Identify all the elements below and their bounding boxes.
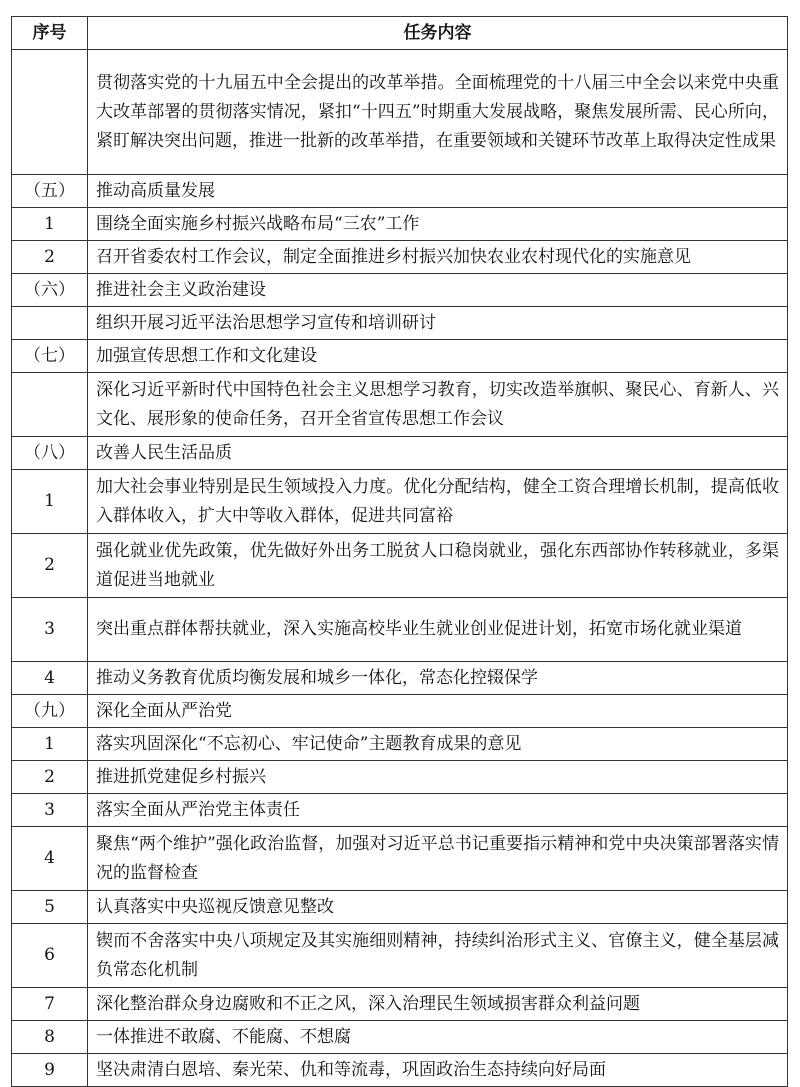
section-row: [12, 175, 788, 208]
table-row: [12, 534, 788, 598]
section-row: [12, 437, 788, 470]
row-seq: 2: [12, 241, 88, 274]
table-row: [12, 1021, 788, 1054]
row-seq: 4: [12, 827, 88, 891]
row-content: 坚决肃清白恩培、秦光荣、仇和等流毒，巩固政治生态持续向好局面: [88, 1054, 788, 1087]
table-header-row: [12, 17, 788, 50]
row-seq: （七）: [12, 340, 88, 373]
row-seq: （九）: [12, 695, 88, 728]
row-content: 锲而不舍落实中央八项规定及其实施细则精神，持续纠治形式主义、官僚主义，健全基层减负常态化机制: [88, 924, 788, 988]
row-content: 落实巩固深化“不忘初心、牢记使命”主题教育成果的意见: [88, 728, 788, 761]
table-row: [12, 924, 788, 988]
row-content: 加大社会事业特别是民生领域投入力度。优化分配结构，健全工资合理增长机制，提高低收入群体收入，扩大中等收入群体，促进共同富裕: [88, 470, 788, 534]
table-row: [12, 761, 788, 794]
row-content: 组织开展习近平法治思想学习宣传和培训研讨: [88, 307, 788, 340]
row-seq: 2: [12, 761, 88, 794]
row-content: 认真落实中央巡视反馈意见整改: [88, 891, 788, 924]
row-seq: [12, 373, 88, 437]
row-content: 推进社会主义政治建设: [88, 274, 788, 307]
row-seq: 5: [12, 891, 88, 924]
row-seq: [12, 307, 88, 340]
header-content: 任务内容: [88, 17, 788, 50]
row-seq: 1: [12, 208, 88, 241]
row-content: 推动义务教育优质均衡发展和城乡一体化，常态化控辍保学: [88, 662, 788, 695]
table-row: [12, 662, 788, 695]
table-row: [12, 598, 788, 662]
row-seq: 8: [12, 1021, 88, 1054]
row-content: 一体推进不敢腐、不能腐、不想腐: [88, 1021, 788, 1054]
row-content: 贯彻落实党的十九届五中全会提出的改革举措。全面梳理党的十八届三中全会以来党中央重大改革部署的贯彻落实情况，紧扣“十四五”时期重大发展战略，聚焦发展所需、民心所向，紧盯解决突出问题，推进一批新的改革举措，在重要领域和关键环节改革上取得决定性成果: [88, 50, 788, 175]
row-seq: [12, 50, 88, 175]
section-row: [12, 340, 788, 373]
header-seq: 序号: [12, 17, 88, 50]
row-seq: 3: [12, 794, 88, 827]
table-row: [12, 241, 788, 274]
row-seq: 7: [12, 988, 88, 1021]
table-row: [12, 470, 788, 534]
row-content: 深化全面从严治党: [88, 695, 788, 728]
row-seq: 1: [12, 470, 88, 534]
table-row: [12, 891, 788, 924]
row-seq: （五）: [12, 175, 88, 208]
table-row: [12, 307, 788, 340]
row-seq: （六）: [12, 274, 88, 307]
row-seq: 9: [12, 1054, 88, 1087]
row-content: 强化就业优先政策，优先做好外出务工脱贫人口稳岗就业，强化东西部协作转移就业，多渠道促进当地就业: [88, 534, 788, 598]
row-seq: （八）: [12, 437, 88, 470]
row-seq: 2: [12, 534, 88, 598]
table-row: [12, 50, 788, 175]
section-row: [12, 274, 788, 307]
table-row: [12, 988, 788, 1021]
row-content: 推进抓党建促乡村振兴: [88, 761, 788, 794]
row-content: 召开省委农村工作会议，制定全面推进乡村振兴加快农业农村现代化的实施意见: [88, 241, 788, 274]
row-seq: 6: [12, 924, 88, 988]
row-content: 改善人民生活品质: [88, 437, 788, 470]
row-content: 推动高质量发展: [88, 175, 788, 208]
table-row: [12, 1054, 788, 1087]
row-seq: 4: [12, 662, 88, 695]
row-seq: 1: [12, 728, 88, 761]
section-row: [12, 695, 788, 728]
table-row: [12, 728, 788, 761]
task-table: [11, 16, 788, 1087]
row-content: 深化习近平新时代中国特色社会主义思想学习教育，切实改造举旗帜、聚民心、育新人、兴文化、展形象的使命任务，召开全省宣传思想工作会议: [88, 373, 788, 437]
row-content: 深化整治群众身边腐败和不正之风，深入治理民生领域损害群众利益问题: [88, 988, 788, 1021]
table-row: [12, 373, 788, 437]
table-row: [12, 794, 788, 827]
table-row: [12, 208, 788, 241]
row-content: 落实全面从严治党主体责任: [88, 794, 788, 827]
row-content: 加强宣传思想工作和文化建设: [88, 340, 788, 373]
row-content: 突出重点群体帮扶就业，深入实施高校毕业生就业创业促进计划，拓宽市场化就业渠道: [88, 598, 788, 662]
row-content: 围绕全面实施乡村振兴战略布局“三农”工作: [88, 208, 788, 241]
row-content: 聚焦“两个维护”强化政治监督，加强对习近平总书记重要指示精神和党中央决策部署落实情况的监督检查: [88, 827, 788, 891]
table-row: [12, 827, 788, 891]
row-seq: 3: [12, 598, 88, 662]
